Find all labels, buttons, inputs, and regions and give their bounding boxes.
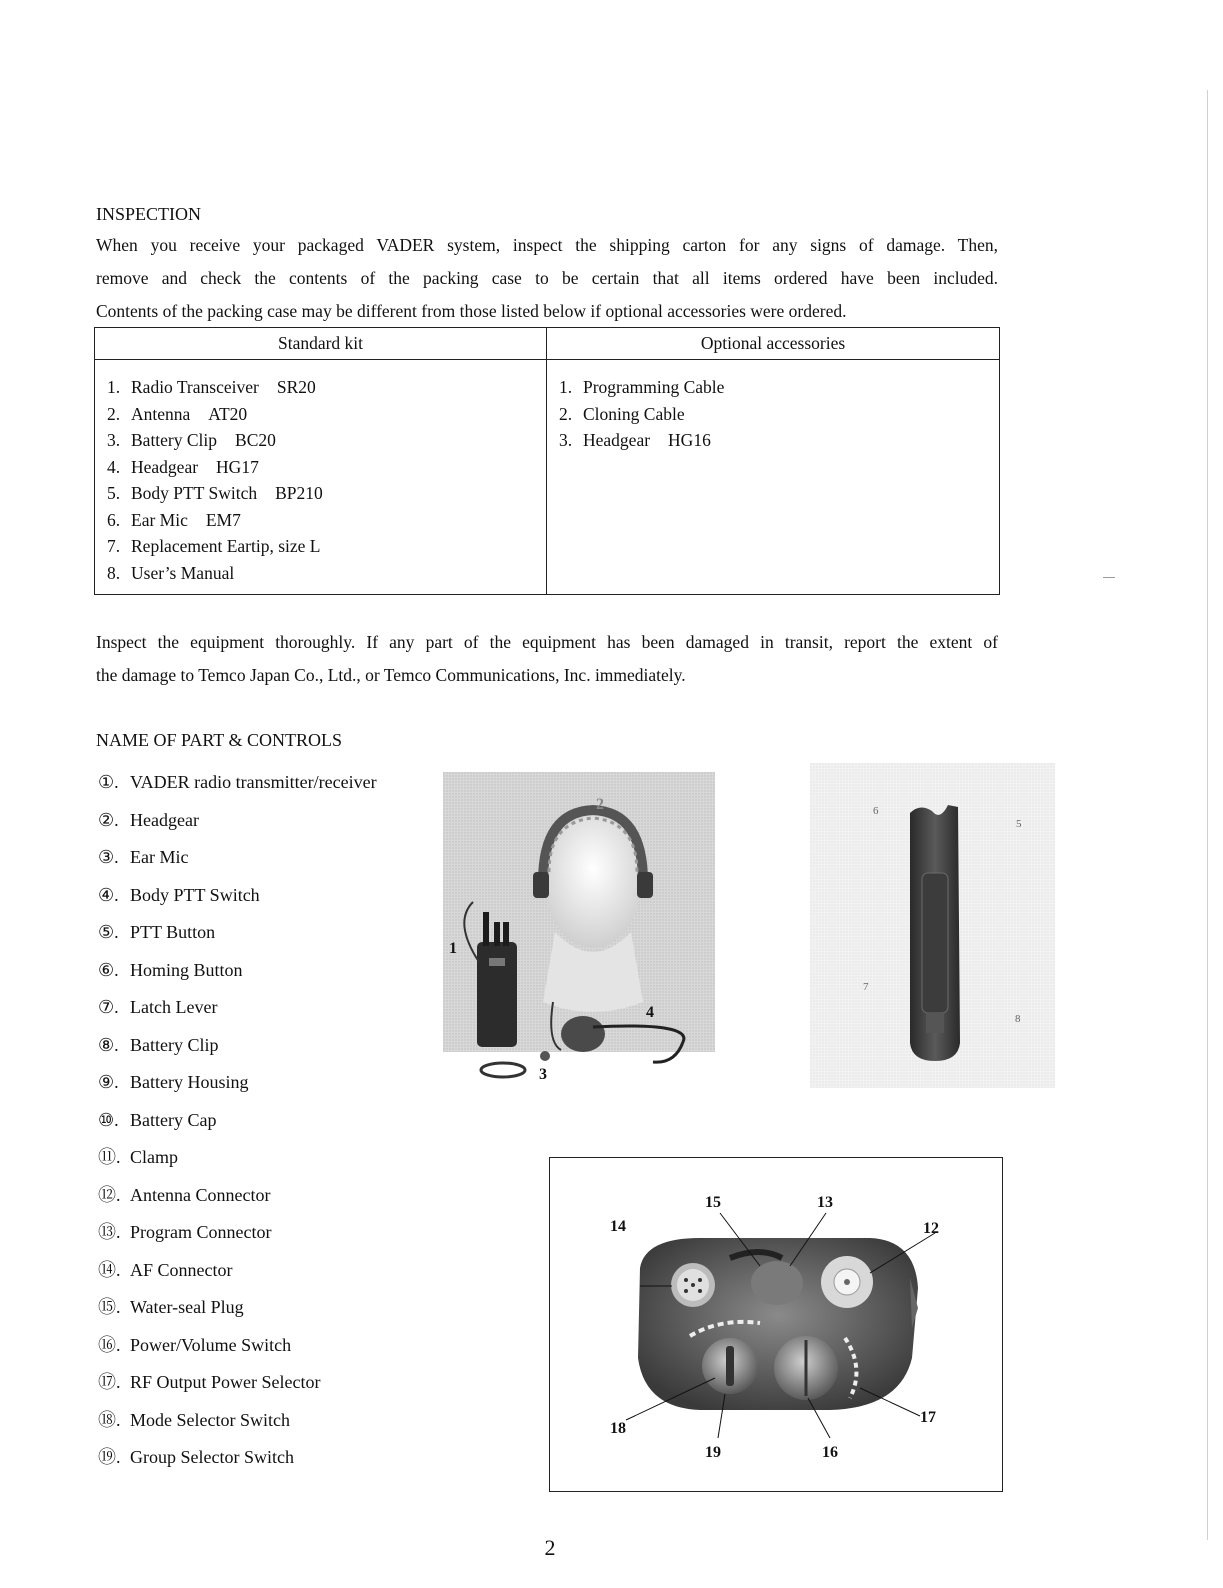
inspect-note-line-1: Inspect the equipment thoroughly. If any part of the equipment has been damaged in transit, report the extent of [96,632,998,652]
part-number: ③. [98,847,119,867]
part-number: ②. [98,809,119,830]
list-item [107,401,546,428]
list-item [559,374,999,401]
list-item [98,918,377,956]
part-label: AF Connector [130,1259,233,1280]
item-model: AT20 [208,403,248,424]
part-number: ⑬. [98,1222,121,1242]
control-callout-16: 16 [822,1444,838,1461]
item-name: Radio Transceiver [131,377,259,397]
part-number: ⑩. [98,1109,119,1130]
item-model: SR20 [276,377,316,397]
item-number: 7. [107,536,121,556]
item-number: 2. [559,403,573,424]
list-item [98,1143,377,1181]
part-label: Body PTT Switch [130,884,260,905]
item-name: Headgear [131,456,199,477]
photo2-callout-5: 5 [1016,818,1022,830]
list-item [98,1406,377,1444]
list-item [98,993,377,1031]
part-number: ⑱. [98,1409,121,1430]
control-callout-12: 12 [923,1220,939,1237]
list-item [98,1293,377,1331]
controls-top-drawing [550,1158,1001,1490]
item-name: Antenna [131,403,191,424]
photo1-callout-4: 4 [646,1004,654,1021]
part-label: Battery Cap [130,1109,217,1130]
part-number: ⑮. [98,1297,121,1317]
part-number: ④. [98,884,119,905]
part-number: ⑭. [98,1259,121,1280]
parts-list [98,768,377,1481]
list-item [107,374,546,401]
inspection-paragraph [96,229,998,328]
list-item [559,401,999,428]
item-number: 5. [107,483,121,503]
part-label: Ear Mic [130,847,189,867]
list-item [107,507,546,534]
photo1-callout-2: 2 [596,796,604,813]
control-callout-17: 17 [920,1409,936,1426]
scan-mark [1103,577,1115,578]
controls-figure [549,1157,1003,1492]
part-label: Latch Lever [130,997,218,1017]
list-item [98,1068,377,1106]
list-item [98,1218,377,1256]
list-item [98,1443,377,1481]
part-number: ⑲. [98,1447,121,1467]
part-number: ⑫. [98,1184,121,1205]
part-number: ⑰. [98,1372,121,1392]
part-number: ⑥. [98,959,119,980]
part-label: Homing Button [130,959,243,980]
list-item [107,560,546,587]
standard-kit-header: Standard kit [95,328,547,360]
part-label: Clamp [130,1147,178,1167]
item-name: Ear Mic [131,509,188,530]
list-item [98,1031,377,1069]
part-label: Headgear [130,809,199,830]
part-label: Group Selector Switch [130,1447,294,1467]
item-number: 1. [559,377,573,397]
part-label: Water-seal Plug [130,1297,244,1317]
inspection-line-3: Contents of the packing case may be different from those listed below if optional accessories were ordered. [96,301,847,321]
list-item [98,881,377,919]
ptt-switch-photo [810,763,1055,1088]
item-name: Replacement Eartip, size L [131,536,321,556]
part-label: VADER radio transmitter/receiver [130,772,377,792]
part-number: ①. [98,772,119,792]
part-label: Antenna Connector [130,1184,271,1205]
system-photo-drawing [443,772,715,1090]
list-item [107,427,546,454]
list-item [98,1368,377,1406]
list-item [98,1331,377,1369]
part-number: ⑧. [98,1034,119,1055]
system-photo [443,772,715,1090]
list-item [107,480,546,507]
control-callout-19: 19 [705,1444,721,1461]
list-item [98,806,377,844]
list-item [98,1181,377,1219]
item-name: Headgear [583,430,651,450]
scan-edge-line [1207,90,1208,1540]
part-number: ⑦. [98,997,119,1017]
list-item [98,956,377,994]
list-item [107,454,546,481]
photo1-callout-1: 1 [449,940,457,957]
optional-accessories-list [547,360,1000,595]
standard-kit-list [95,360,547,595]
item-number: 3. [559,430,573,450]
optional-accessories-header: Optional accessories [547,328,1000,360]
contents-table [94,327,1000,595]
part-number: ⑪. [98,1147,121,1167]
inspection-heading: INSPECTION [96,204,202,224]
inspect-note-paragraph [96,626,998,692]
list-item [559,427,999,454]
item-model: BC20 [235,430,276,450]
item-name: Battery Clip [131,430,218,450]
part-label: RF Output Power Selector [130,1372,321,1392]
item-number: 6. [107,509,121,530]
item-number: 3. [107,430,121,450]
item-number: 2. [107,403,121,424]
inspect-note-line-2: the damage to Temco Japan Co., Ltd., or Temco Communications, Inc. immediately. [96,665,686,685]
control-callout-18: 18 [610,1420,626,1437]
item-name: Programming Cable [583,377,725,397]
list-item [98,843,377,881]
part-label: PTT Button [130,922,216,942]
item-number: 4. [107,456,121,477]
list-item [98,1106,377,1144]
list-item [98,1256,377,1294]
photo2-callout-8: 8 [1015,1013,1021,1025]
part-label: Battery Housing [130,1072,249,1092]
photo1-callout-3: 3 [539,1066,547,1083]
parts-heading: NAME OF PART & CONTROLS [96,730,342,750]
item-number: 1. [107,377,121,397]
item-number: 8. [107,562,121,583]
part-label: Power/Volume Switch [130,1334,292,1355]
part-number: ⑤. [98,922,119,942]
page-number: 2 [544,1535,556,1560]
part-number: ⑨. [98,1072,119,1092]
control-callout-15: 15 [705,1194,721,1211]
list-item [98,768,377,806]
item-name: User’s Manual [131,562,235,583]
item-model: BP210 [275,483,323,503]
item-model: HG17 [216,456,259,477]
photo2-callout-6: 6 [873,805,879,817]
ptt-switch-drawing [810,763,1055,1088]
part-label: Battery Clip [130,1034,219,1055]
item-name: Body PTT Switch [131,483,258,503]
part-label: Mode Selector Switch [130,1409,290,1430]
inspection-line-1: When you receive your packaged VADER system, inspect the shipping carton for any signs of damage. Then, [96,235,998,255]
photo2-callout-7: 7 [863,981,869,993]
item-name: Cloning Cable [583,403,685,424]
item-model: HG16 [668,430,711,450]
inspection-line-2: remove and check the contents of the packing case to be certain that all items ordered have been included. [96,268,998,288]
part-number: ⑯. [98,1334,121,1355]
part-label: Program Connector [130,1222,272,1242]
item-model: EM7 [205,509,241,530]
control-callout-14: 14 [610,1218,626,1235]
control-callout-13: 13 [817,1194,833,1211]
list-item [107,533,546,560]
